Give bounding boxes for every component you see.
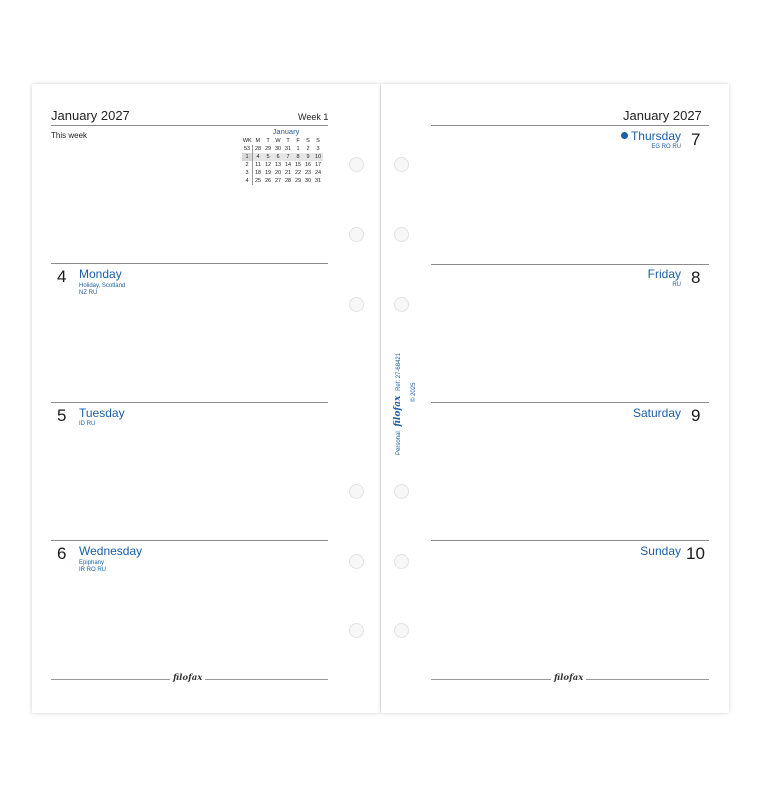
mini-cal-week: 3 (242, 169, 253, 177)
mini-calendar-row (242, 161, 323, 169)
punch-hole (349, 554, 364, 569)
left-month-title: January 2027 (51, 108, 130, 123)
mini-calendar-row (242, 177, 323, 185)
mini-cal-day: 15 (294, 162, 302, 168)
mini-cal-day: 8 (293, 153, 303, 161)
mini-cal-day: 21 (284, 170, 292, 176)
day-number: 10 (686, 544, 705, 563)
punch-hole (394, 227, 409, 242)
day-rule-sunday (431, 540, 709, 541)
day-name: Thursday (630, 129, 681, 143)
mini-cal-day: 19 (264, 170, 272, 176)
punch-hole (394, 623, 409, 638)
mini-cal-day: 31 (284, 146, 292, 152)
mini-cal-day: 13 (274, 162, 282, 168)
this-week-label: This week (51, 131, 88, 140)
mini-cal-week: 4 (242, 177, 253, 185)
filofax-logo: filofax (551, 673, 586, 683)
left-page (32, 84, 380, 713)
day-note: NZ RU (79, 290, 98, 296)
mini-cal-day: 29 (264, 146, 272, 152)
day-number: 4 (57, 267, 67, 286)
mini-cal-day: 29 (294, 178, 302, 184)
day-note: RU (672, 282, 681, 288)
mini-cal-day: 23 (304, 170, 312, 176)
mini-calendar-row (242, 169, 323, 177)
day-rule-monday (51, 263, 328, 264)
day-number: 9 (691, 406, 701, 425)
mini-cal-day: 16 (304, 162, 312, 168)
mini-cal-day: 17 (314, 162, 322, 168)
spine-brand-logo: filofax (393, 395, 403, 427)
day-number: 7 (691, 130, 701, 149)
spine-ref: Ref: 27-68421 (396, 352, 402, 391)
mini-cal-week: 1 (242, 153, 253, 161)
punch-hole (394, 484, 409, 499)
mini-cal-day: 30 (274, 146, 282, 152)
right-page (381, 84, 729, 713)
day-name: Friday (647, 267, 681, 281)
right-header-rule (431, 125, 709, 126)
mini-cal-day: 2 (306, 146, 310, 152)
day-note: Epiphany (79, 560, 105, 566)
day-rule-friday (431, 264, 709, 265)
mini-cal-day: 31 (314, 178, 322, 184)
mini-cal-day: 20 (274, 170, 282, 176)
punch-hole (394, 157, 409, 172)
mini-cal-day: 24 (314, 170, 322, 176)
day-rule-wednesday (51, 540, 328, 541)
punch-hole (394, 297, 409, 312)
mini-cal-day: 11 (255, 162, 261, 168)
day-name: Wednesday (79, 544, 143, 558)
mini-cal-day: 30 (304, 178, 312, 184)
day-number: 5 (57, 406, 67, 425)
day-note: Holiday, Scotland (79, 283, 126, 289)
mini-calendar-header-row (242, 137, 323, 145)
punch-hole (349, 227, 364, 242)
mini-cal-day: 7 (283, 153, 293, 161)
day-name: Tuesday (79, 406, 125, 420)
mini-cal-head: F (296, 138, 300, 144)
mini-cal-day: 14 (284, 162, 292, 168)
punch-hole (394, 554, 409, 569)
mini-cal-day: 28 (254, 146, 262, 152)
mini-cal-head: WK (242, 138, 252, 144)
mini-cal-head: S (316, 138, 320, 144)
mini-cal-head: T (286, 138, 290, 144)
punch-hole (349, 623, 364, 638)
filofax-logo: filofax (170, 673, 205, 683)
mini-calendar-row (242, 145, 323, 153)
spine-prefix: Personal (396, 431, 402, 455)
mini-cal-day: 12 (264, 162, 272, 168)
mini-cal-day: 18 (254, 170, 262, 176)
mini-cal-head: W (275, 138, 281, 144)
mini-cal-day: 5 (263, 153, 273, 161)
spine-copyright: © 2025 (411, 382, 417, 402)
day-name: Sunday (640, 544, 681, 558)
mini-calendar-month: January (272, 127, 300, 136)
left-header-rule (51, 125, 328, 126)
mini-cal-week: 2 (242, 161, 253, 169)
mini-cal-day: 9 (303, 153, 313, 161)
mini-cal-day: 1 (296, 146, 300, 152)
day-rule-tuesday (51, 402, 328, 403)
week-label: Week 1 (298, 112, 329, 122)
mini-cal-day: 10 (314, 154, 322, 160)
punch-hole (349, 297, 364, 312)
day-name: Saturday (632, 406, 681, 420)
mini-calendar (242, 137, 323, 185)
day-note: IR RO RU (79, 567, 106, 573)
mini-cal-day: 28 (284, 178, 292, 184)
punch-hole (349, 157, 364, 172)
right-month-title: January 2027 (623, 108, 702, 123)
mini-cal-day: 26 (264, 178, 272, 184)
mini-cal-day: 22 (294, 170, 302, 176)
day-note: EG RO RU (651, 144, 681, 150)
mini-cal-day: 27 (274, 178, 282, 184)
mini-calendar-row-current-week (242, 153, 323, 161)
mini-cal-day: 25 (254, 178, 262, 184)
punch-hole (349, 484, 364, 499)
mini-cal-head: S (306, 138, 310, 144)
day-name: Monday (79, 267, 122, 281)
mini-cal-day: 6 (273, 153, 283, 161)
mini-cal-day: 3 (316, 146, 320, 152)
day-number: 6 (57, 544, 67, 563)
mini-cal-week: 53 (242, 145, 253, 153)
day-note: ID RU (79, 421, 96, 427)
mini-cal-head: T (266, 138, 270, 144)
mini-cal-head: M (255, 138, 261, 144)
spine-imprint (393, 353, 403, 455)
mini-cal-day: 4 (253, 153, 264, 161)
day-number: 8 (691, 268, 701, 287)
day-rule-saturday (431, 402, 709, 403)
